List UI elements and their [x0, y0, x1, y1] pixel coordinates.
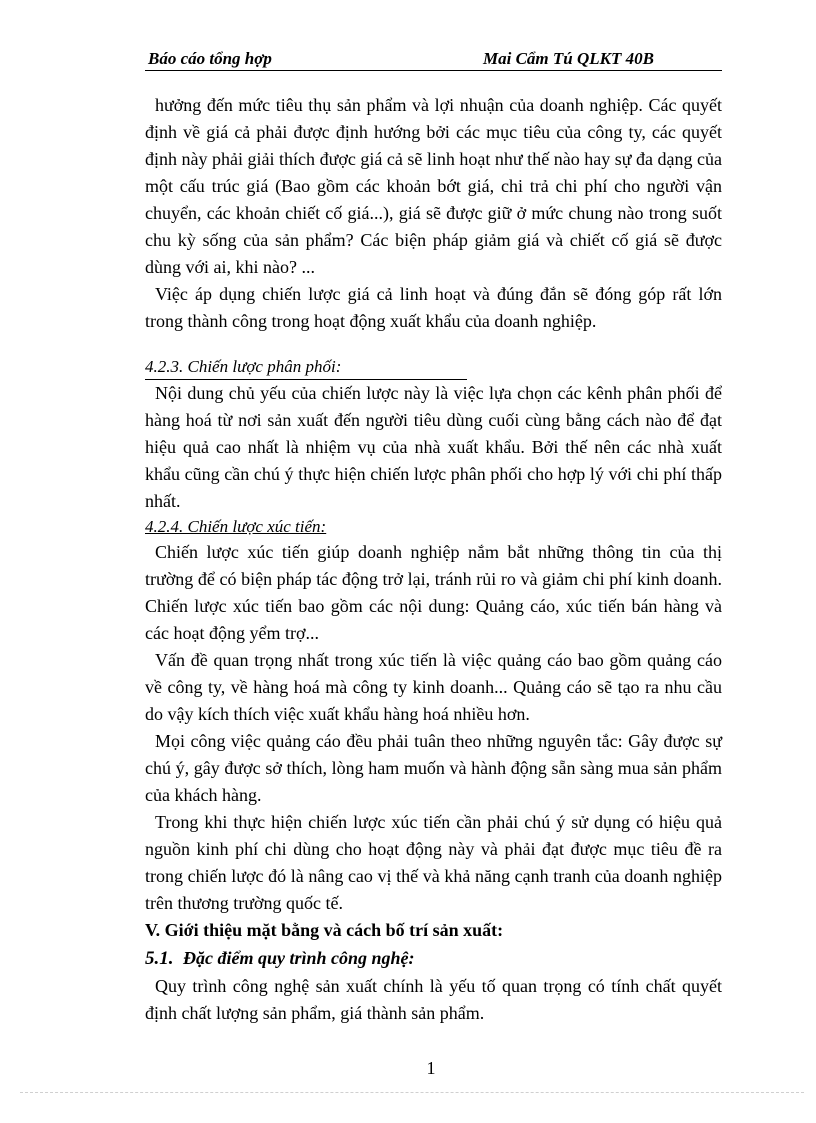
header-author: Mai Cẩm Tú QLKT 40B [483, 49, 654, 68]
paragraph: Mọi công việc quảng cáo đều phải tuân theo những nguyên tắc: Gây được sự chú ý, gây được sở thích, lòng ham muốn và hành động sẵn sàng mua sản phẩm của khách hàng. [145, 731, 722, 805]
paragraph: Chiến lược xúc tiến giúp doanh nghiệp nắm bắt những thông tin của thị trường để có biện pháp tác động trở lại, tránh rủi ro và giảm chi phí kinh doanh. Chiến lược xúc tiến bao gồm các nội dung: Quảng cáo, xúc tiến bán hàng và các hoạt động yểm trợ... [145, 542, 722, 643]
page-number: 1 [426, 1058, 436, 1078]
header-report-title: Báo cáo tổng hợp [148, 49, 272, 68]
subsection-heading-423: 4.2.3. Chiến lược phân phối: [145, 355, 722, 380]
page-footer-divider [20, 1092, 804, 1093]
subsection-number: 5.1. [145, 948, 174, 969]
paragraph: Quy trình công nghệ sản xuất chính là yếu tố quan trọng có tính chất quyết định chất lượng sản phẩm, giá thành sản phẩm. [145, 976, 722, 1023]
subsection-heading-51 [145, 944, 722, 973]
paragraph: Nội dung chủ yếu của chiến lược này là việc lựa chọn các kênh phân phối để hàng hoá từ nơi sản xuất đến người tiêu dùng cuối cùng bằng cách nào để đạt hiệu quả cao nhất là nhiệm vụ của nhà xuất khẩu. Bởi thế nên các nhà xuất khẩu cũng cần chú ý thực hiện chiến lược phân phối cho hợp lý với chi phí thấp nhất. [145, 383, 722, 511]
paragraph: Trong khi thực hiện chiến lược xúc tiến cần phải chú ý sử dụng có hiệu quả nguồn kinh phí chi dùng cho hoạt động này và phải đạt được mục tiêu đề ra trong chiến lược đó là nâng cao vị thế và khả năng cạnh tranh của doanh nghiệp trên thương trường quốc tế. [145, 812, 722, 913]
paragraph: Vấn đề quan trọng nhất trong xúc tiến là việc quảng cáo bao gồm quảng cáo về công ty, về hàng hoá mà công ty kinh doanh... Quảng cáo sẽ tạo ra nhu cầu do vậy kích thích việc xuất khẩu hàng hoá nhiều hơn. [145, 650, 722, 724]
paragraph: hưởng đến mức tiêu thụ sản phẩm và lợi nhuận của doanh nghiệp. Các quyết định về giá cả phải được định hướng bởi các mục tiêu của công ty, các quyết định này phải giải thích được giá cả sẽ linh hoạt như thế nào hay sự đa dạng của một cấu trúc giá (Bao gồm các khoản bớt giá, chi trả chi phí cho người vận chuyển, các khoản chiết cố giá...), giá sẽ được giữ ở mức chung nào trong suốt chu kỳ sống của sản phẩm? Các biện pháp giảm giá và chiết cố giá sẽ được dùng với ai, khi nào? ... [145, 95, 722, 277]
page-header [145, 48, 722, 71]
subsection-title: Đặc điểm quy trình công nghệ: [183, 948, 415, 968]
subsection-heading-424: 4.2.4. Chiến lược xúc tiến: [145, 517, 327, 536]
document-body [145, 92, 722, 1027]
paragraph: Việc áp dụng chiến lược giá cả linh hoạt và đúng đắn sẽ đóng góp rất lớn trong thành công trong hoạt động xuất khẩu của doanh nghiệp. [145, 284, 722, 331]
section-heading-v: V. Giới thiệu mặt bằng và cách bố trí sản xuất: [145, 920, 504, 940]
